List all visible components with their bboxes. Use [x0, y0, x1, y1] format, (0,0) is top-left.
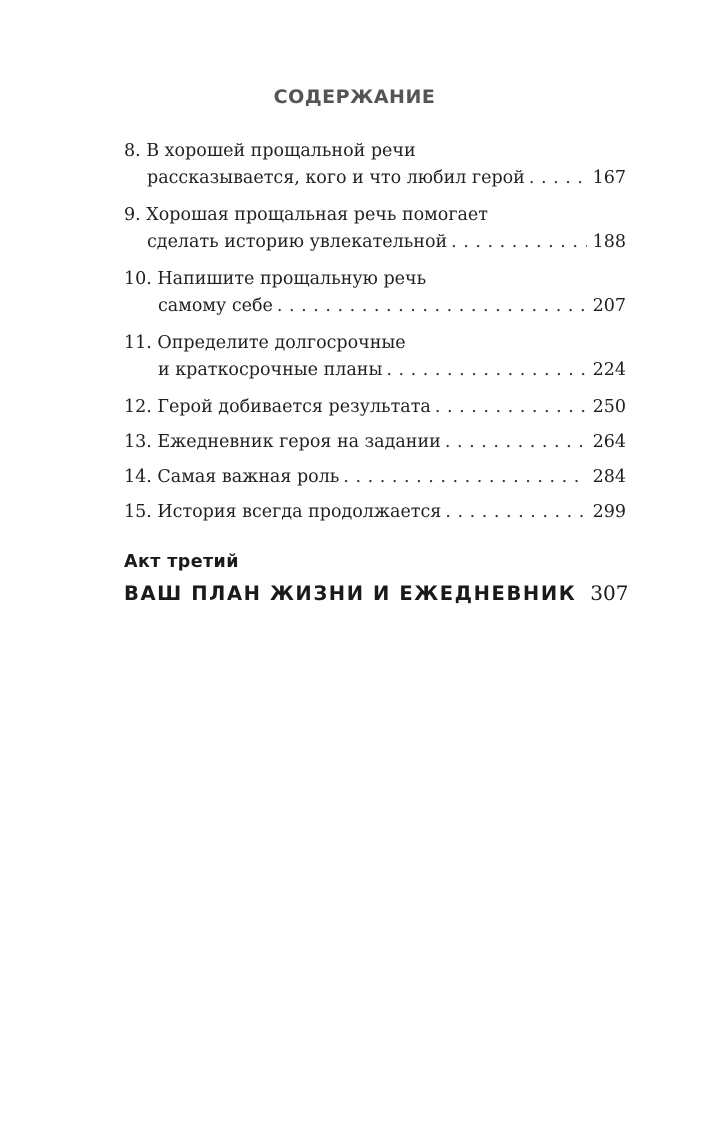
toc-entry-13[interactable] [124, 429, 626, 456]
dot-leader [445, 429, 587, 456]
toc-entry-line [124, 464, 626, 491]
toc-entry-title-continued: сделать историю увлекательной [147, 232, 448, 252]
table-of-contents [124, 138, 626, 534]
toc-entry-title: 14. Самая важная роль [124, 467, 340, 487]
page-title: СОДЕРЖАНИЕ [273, 86, 436, 108]
toc-entry-8[interactable] [124, 138, 626, 192]
toc-entry-title: 11. Определите долгосрочные [124, 333, 406, 353]
toc-entry-line [124, 330, 626, 357]
toc-entry-title: 12. Герой добивается результата [124, 397, 431, 417]
toc-entry-10[interactable] [124, 266, 626, 320]
toc-entry-9[interactable] [124, 202, 626, 256]
toc-entry-line [124, 357, 626, 384]
dot-leader [343, 464, 586, 491]
toc-entry-title: 13. Ежедневник героя на задании [124, 432, 441, 452]
dot-leader [277, 293, 587, 320]
dot-leader [435, 394, 587, 421]
dot-leader [445, 499, 586, 526]
page-number: 188 [592, 232, 626, 252]
toc-entry-15[interactable] [124, 499, 626, 526]
part-title: ВАШ ПЛАН ЖИЗНИ И ЕЖЕДНЕВНИК [124, 582, 577, 605]
part-section [124, 548, 629, 610]
toc-entry-title: 8. В хорошей прощальной речи [124, 141, 416, 161]
toc-entry-title: 9. Хорошая прощальная речь помогает [124, 205, 488, 225]
toc-entry-line [124, 229, 626, 256]
page-number: 167 [592, 168, 626, 188]
toc-entry-14[interactable] [124, 464, 626, 491]
page-number: 250 [592, 397, 626, 417]
toc-entry-line [124, 266, 626, 293]
dot-leader [529, 165, 587, 192]
toc-entry-title-continued: и краткосрочные планы [158, 360, 383, 380]
part-entry[interactable] [124, 576, 629, 610]
toc-entry-12[interactable] [124, 394, 626, 421]
toc-entry-line [124, 202, 626, 229]
toc-entry-title-continued: самому себе [158, 296, 273, 316]
dot-leader [386, 357, 586, 384]
toc-entry-title: 15. История всегда продолжается [124, 502, 442, 522]
part-label: Акт третий [124, 552, 239, 572]
toc-entry-line [124, 499, 626, 526]
toc-entry-11[interactable] [124, 330, 626, 384]
dot-leader [451, 229, 586, 256]
page-number: 307 [590, 581, 629, 605]
toc-entry-line [124, 138, 626, 165]
page-number: 284 [592, 467, 626, 487]
page-number: 264 [592, 432, 626, 452]
toc-entry-title-continued: рассказывается, кого и что любил герой [147, 168, 525, 188]
toc-entry-title: 10. Напишите прощальную речь [124, 269, 427, 289]
toc-entry-line [124, 293, 626, 320]
toc-entry-line [124, 429, 626, 456]
toc-entry-line [124, 165, 626, 192]
page-number: 224 [592, 360, 626, 380]
page-number: 207 [592, 296, 626, 316]
toc-entry-line [124, 394, 626, 421]
page-number: 299 [592, 502, 626, 522]
